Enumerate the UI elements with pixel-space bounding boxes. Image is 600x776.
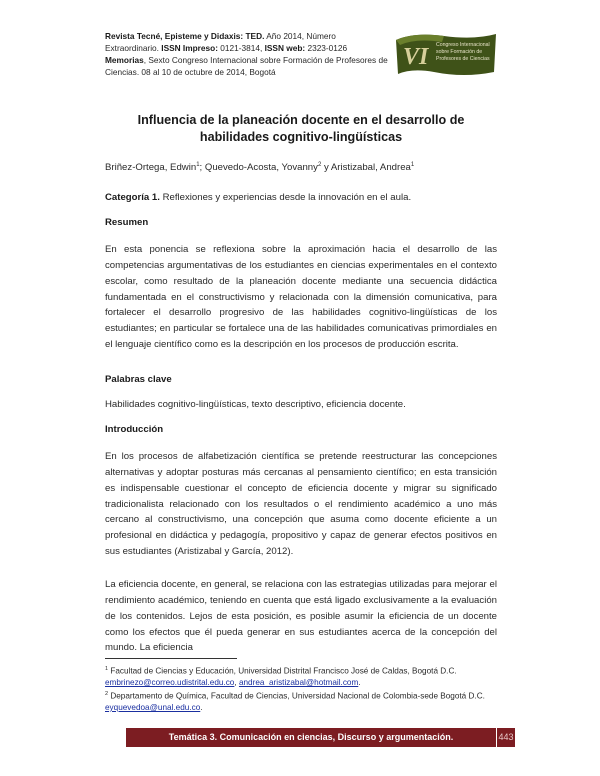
footnote-2: $^2$ Departamento de Química, Facultad de Ciencias, Universidad Nacional de Colombia-sede Bogotá D.C. eyquevedoa@unal.edu.co. [105,690,485,712]
logo-text-line1: Congreso Internacional [436,42,490,48]
introduccion-paragraph-2: La eficiencia docente, en general, se relaciona con las estrategias utilizadas para mejorar el rendimiento académico, teniendo en cuenta que está ligado exclusivamente a la evaluación de los contenidos. Lejos de esta posición, es posible asumir la eficiencia de un docente como los efectos que él pueda generar en sus estudiantes acerca de la concepción del mundo. La eficiencia [105,579,497,654]
email-link-1[interactable]: embrinezo@correo.udistrital.edu.co [105,678,235,688]
resumen-paragraph: En esta ponencia se reflexiona sobre la aproximación hacia el desarrollo de las competencias argumentativas de los estudiantes en ciencias experimentales en el contexto escolar, como resultado de la planeación docente mediante una secuencia didáctica fundamentada en el constructivismo y relacionada con la dimensión comunicativa, para fortalecer el desarrollo progresivo de las habilidades cognitivo-lingüísticas de los estudiantes; en particular se fortalece una de las habilidades comunicativas primordiales en el lenguaje científico como es la descripción en los procesos de producción escrita. [105,244,497,351]
palabras-clave-heading: Palabras clave [105,374,172,385]
email-link-2[interactable]: andrea_aristizabal@hotmail.com [238,678,359,688]
resumen-heading: Resumen [105,217,149,228]
footnote-1: $^1$ Facultad de Ciencias y Educación, Universidad Distrital Francisco José de Caldas, Bogotá D.C. embrinezo@correo.udistrital.edu.co, andrea_aristizabal@hotmail.com. [105,666,457,688]
page-number: 443 [497,728,515,747]
email-link-3[interactable]: eyquevedoa@unal.edu.co [105,702,201,712]
authors-line: Briñez-Ortega, Edwin$^1$; Quevedo-Acosta, Yovanny$^2$ y Aristizabal, Andrea$^1$ [105,162,415,174]
introduccion-paragraph-1: En los procesos de alfabetización científica se pretende reestructurar las concepciones alternativas y adoptar posturas más cercanas al pensamiento científico; en esta transición es indispensable cuestionar el concepto de eficiencia docente y migrar su significado tradicionalista relacionado con los resultados o el rendimiento académico a uno más cercano al constructivismo, una concepción que asuma como docente eficiente a un profesional en didáctica y pedagogía, propositivo y capaz de generar efectos positivos en sus estudiantes (Aristizabal y García, 2012). [105,451,497,558]
logo-text-line3: Profesores de Ciencias [436,56,490,62]
introduccion-heading: Introducción [105,424,164,435]
palabras-clave-text: Habilidades cognitivo-lingüísticas, texto descriptivo, eficiencia docente. [105,399,406,410]
journal-header: Revista Tecné, Episteme y Didaxis: TED. Año 2014, Número Extraordinario. ISSN Impreso: 0121-3814, ISSN web: 2323-0126 Memorias, Sexto Congreso Internacional sobre Formación de Profesores de Ciencias. 08 al 10 de octubre de 2014, Bogotá [105,31,388,77]
logo-text-line2: sobre Formación de [436,49,483,55]
footnotes [105,664,505,713]
category-line: Categoría 1. Reflexiones y experiencias desde la innovación en el aula. [105,192,412,203]
paper-title: Influencia de la planeación docente en el desarrollo de habilidades cognitivo-lingüísticas [137,113,465,144]
logo-numeral: VI [403,44,429,70]
footer-topic-bar: Temática 3. Comunicación en ciencias, Discurso y argumentación. [126,728,496,747]
footnote-divider [105,658,237,659]
congress-logo [394,30,498,78]
